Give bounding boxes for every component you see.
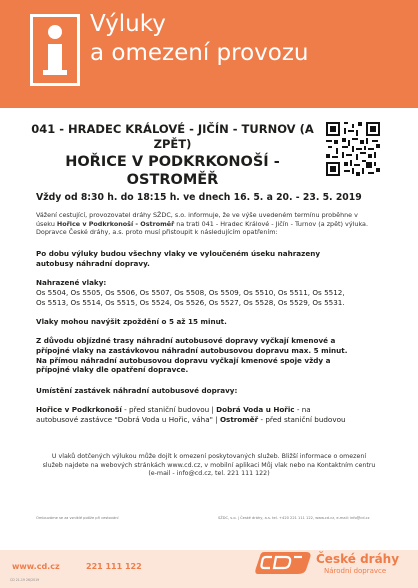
services-note-line1: U vlaků dotčených výlukou může dojít k omezení poskytovaných služeb. Bližší informace o omezení <box>51 453 367 460</box>
section-line1: HOŘICE V PODKRKONOŠÍ - <box>65 154 280 170</box>
replacement-notice-line2: autobusy náhradní dopravy. <box>36 258 150 268</box>
website-link[interactable]: www.cd.cz <box>12 562 60 571</box>
section-title <box>30 153 315 189</box>
apology-text: Omlouváme se za vzniklé potíže při cestování <box>36 516 119 520</box>
route-line2: ZPĚT) <box>153 137 192 151</box>
intro-line3: Dopravce České dráhy, a.s. proto musí přistoupit k následujícím opatřením: <box>36 228 278 237</box>
contact-small-text: SŽDC, s.o. | České dráhy, a.s. tel. +420 221 111 122, www.cd.cz, e-mail: info@cd.cz <box>218 516 370 520</box>
intro-text <box>36 211 396 237</box>
brand-subtitle: Národní dopravce <box>324 567 387 575</box>
route-line1: 041 - HRADEC KRÁLOVÉ - JIČÍN - TURNOV (A <box>31 122 314 136</box>
replacement-notice-line1: Po dobu výluky budou všechny vlaky ve vyloučeném úseku nahrazeny <box>36 249 321 258</box>
replacement-notice <box>36 249 396 269</box>
header-banner <box>0 0 418 108</box>
services-note <box>30 453 388 479</box>
services-note-line3: (e-mail - info@cd.cz, tel. 221 111 122) <box>148 470 270 478</box>
header-title-line1: Výluky <box>90 11 166 37</box>
header-title <box>90 10 309 68</box>
connection-line2: přípojné vlaky na zastávkovou náhradní autobusovou dopravu max. 5 minut. <box>36 345 348 355</box>
intro-line1: Vážení cestující, provozovatel dráhy SŽDC, s.o. informuje, že ve výše uvedeném termínu proběhne v <box>36 211 358 219</box>
replaced-trains-line2: Os 5513, Os 5514, Os 5515, Os 5524, Os 5526, Os 5527, Os 5528, Os 5529, Os 5531. <box>36 297 345 307</box>
info-icon <box>30 14 80 86</box>
connection-line1: Z důvodu objízdné trasy náhradní autobusové dopravy vyčkají kmenové a <box>36 336 336 345</box>
delay-notice: Vlaky mohou navýšit zpoždění o 5 až 15 minut. <box>36 317 227 326</box>
connection-line4: přípojné vlaky dle opatření dopravce. <box>36 365 189 375</box>
bus-stops-line1: Hořice v Podkrkonoší - před staniční budovou | Dobrá Voda u Hořic - na <box>36 404 311 414</box>
document-code: CD 21-19 26/2019 <box>10 578 40 582</box>
replaced-trains-heading: Nahrazené vlaky: <box>36 278 107 287</box>
brand-name: České dráhy <box>316 552 400 566</box>
replaced-trains <box>36 278 396 307</box>
bus-stops-line2: autobusové zastávce "Dobrá Voda u Hořic, váha" | Ostroměř - před staniční budovou <box>36 414 346 424</box>
header-title-line2: a omezení provozu <box>90 40 309 66</box>
qr-code-icon[interactable] <box>326 122 380 176</box>
bus-stops-heading: Umístění zastávek náhradní autobusové dopravy: <box>36 386 238 395</box>
connection-notice <box>36 336 396 375</box>
validity-dates: Vždy od 8:30 h. do 18:15 h. ve dnech 16. 5. a 20. - 23. 5. 2019 <box>36 192 362 203</box>
section-line2: OSTROMĚŘ <box>126 172 219 188</box>
services-note-line2: služeb najdete na webových stránkách www.cd.cz, v mobilní aplikaci Můj vlak nebo na Kontaktním centru <box>42 461 376 469</box>
intro-section-name: Hořice v Podkrkonoší - Ostroměř <box>56 219 175 228</box>
connection-line3: Na přímou náhradní autobusovou dopravu vyčkají kmenové spoje vždy a <box>36 355 331 365</box>
bus-stops <box>36 386 396 424</box>
route-title <box>30 122 315 152</box>
intro-line2: úseku Hořice v Podkrkonoší - Ostroměř na trati 041 - Hradec Králové - Jičín - Turnov (a zpět) výluka. <box>36 219 368 228</box>
cd-logo-icon <box>254 548 314 576</box>
phone-number[interactable]: 221 111 122 <box>86 562 142 571</box>
replaced-trains-line1: Os 5504, Os 5505, Os 5506, Os 5507, Os 5508, Os 5509, Os 5510, Os 5511, Os 5512, <box>36 287 345 297</box>
